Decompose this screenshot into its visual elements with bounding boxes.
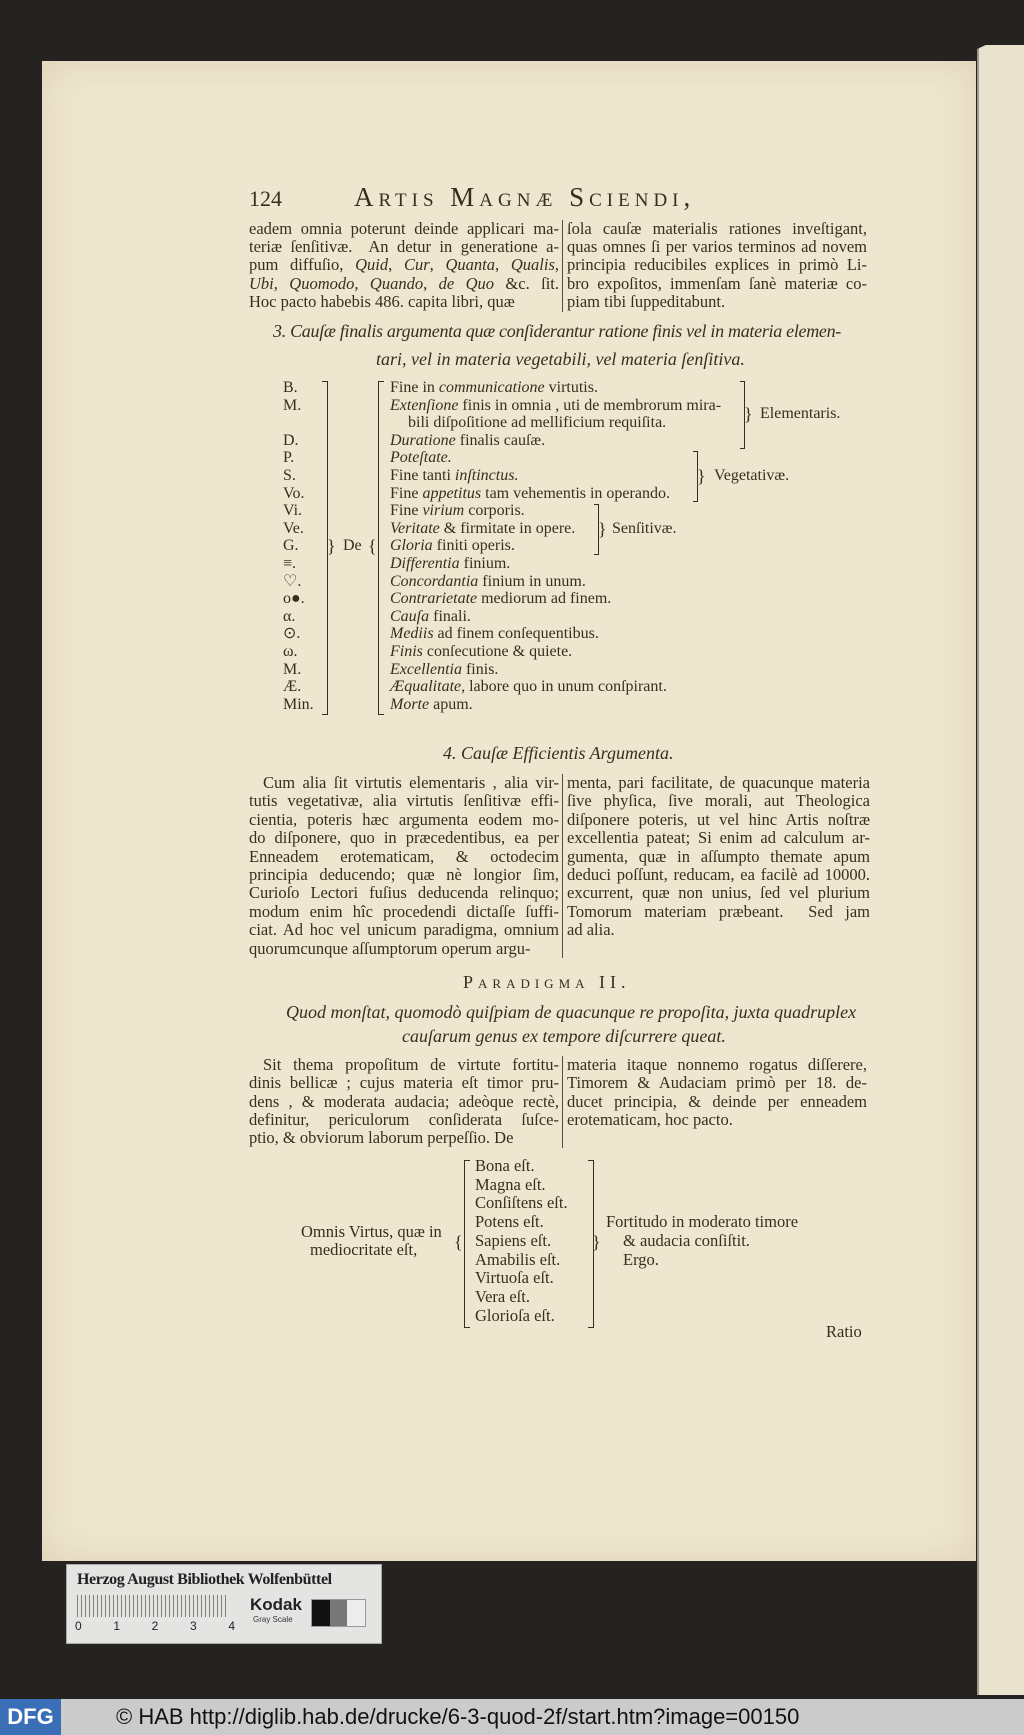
row-entry [390,590,611,608]
text-segment: cientia, poteris hæc argumenta eodem mo- [249,809,559,829]
text-segment: definitur, periculorum conſiderata ſuſce- [249,1109,559,1129]
entry-it: Differentia [390,555,460,572]
color-reference-strip [66,1564,382,1644]
text-line [249,293,559,311]
text-line [249,256,559,274]
text-line [567,275,867,293]
text-segment: , [554,255,560,275]
entry-it: Gloria [390,537,433,555]
text-segment: , [354,273,370,293]
text-segment: , [388,255,404,275]
text-line [567,774,870,792]
text-segment: excurrent, quæ non unius, ſed vel plurium [567,883,870,903]
library-name: Herzog August Bibliothek Wolfenbüttel [77,1571,332,1588]
syllogism-left-brace [464,1160,470,1328]
entry-it: communicatione [438,379,545,396]
brace-tip: } [592,1232,601,1252]
conclusion-line3: Ergo. [623,1250,659,1269]
entry-it: Excellentia [390,660,462,678]
entry-post: tam vehementis in operando. [481,484,670,502]
text-segment: , [495,255,511,275]
gray-scale-patches [311,1599,366,1627]
row-key: Vo. [283,484,305,502]
ruler [77,1595,227,1617]
text-segment: Quid [355,255,389,275]
row-entry [390,661,498,679]
group-bracket-tip: } [598,518,607,539]
text-line [249,811,559,829]
text-segment: eadem omnia poterunt deinde applicari ma- [249,219,559,238]
text-line [263,774,559,792]
text-segment: menta, pari facilitate, de quacunque materia [567,773,870,792]
syllogism-item: Potens eſt. [475,1212,544,1232]
row-entry [390,555,510,573]
dfg-logo[interactable]: DFG [0,1699,61,1735]
text-segment: dinis bellicæ ; cujus materia eſt timor pru- [249,1073,559,1093]
text-segment: ciat. Ad hoc vel unicum paradigma, omnium [249,920,559,940]
paradigma-title: Paradigma II. [463,972,631,992]
entry-it: virium [422,502,465,520]
row-entry [390,520,575,538]
text-segment: diſponere poteris, ut vel hinc Artis noſtræ [567,809,870,829]
entry-it: Extenſione [390,396,459,414]
row-key: ♡. [283,572,302,590]
text-segment: erotematicam, hoc pacto. [567,1109,733,1129]
text-segment: de Quo [438,273,495,293]
entry-post: corporis. [464,502,525,520]
row-key: G. [283,537,299,555]
row-entry [390,397,721,415]
text-segment: gumenta, quæ in aſſumpto themate apum [567,846,870,866]
text-line [249,1074,559,1092]
group-label-elementaris: Elementaris. [760,405,841,423]
text-line [567,1056,867,1074]
text-line [567,921,870,939]
syllogism-item: Conſiſtens eſt. [475,1193,568,1213]
text-line [249,1093,559,1111]
text-line [249,921,559,939]
entry-pre: bili diſpoſitione ad mellificium requiſita. [400,414,667,432]
entry-pre: Fine tanti [390,467,455,484]
ruler-label: 0 [75,1619,82,1633]
text-line [567,293,867,311]
row-key: Ve. [283,519,304,537]
ruler-label: 4 [228,1619,235,1633]
row-entry [390,502,525,520]
ruler-labels [75,1619,235,1633]
text-segment: ducet principia, & deinde per enneadem [567,1091,867,1111]
syllogism-item: Virtuoſa eſt. [475,1268,554,1288]
row-key: M. [283,396,302,414]
text-segment: ad alia. [567,920,615,940]
brace-tip: { [368,536,377,557]
entry-post: & firmitate in opere. [439,519,576,537]
text-line [567,903,870,921]
text-line [249,1129,559,1147]
row-entry [390,537,515,555]
group-label-sensitivae: Senſitivæ. [612,519,677,537]
text-segment: Tomorum materiam præbeant. Sed jam [567,901,870,921]
syllogism-item: Glorioſa eſt. [475,1305,555,1325]
row-key: o●. [283,590,305,608]
kodak-brand: Kodak [250,1595,302,1614]
text-line [567,1093,867,1111]
row-entry [390,449,452,467]
text-line [567,829,870,847]
column-divider [562,220,563,312]
text-segment: dens , & moderata audacia; adeòque rectè, [249,1091,559,1111]
entry-it: Cauſa [390,607,430,625]
text-line [249,866,559,884]
group-bracket-tip: } [744,404,753,425]
entry-post: mediorum ad finem. [477,590,612,608]
text-segment: Quomodo [289,273,355,293]
syllogism-item: Amabilis eſt. [475,1249,561,1269]
paradigma-subtitle-line1: Quod monſtat, quomodò quiſpiam de quacunque re propoſita, juxta quadruplex [286,1002,857,1022]
text-segment: &c. ſit. [494,273,559,293]
row-entry [390,625,599,643]
text-segment: Quanta [445,255,496,275]
entry-post: finiti operis. [432,537,515,555]
syllogism-item: Sapiens eſt. [475,1230,552,1250]
text-segment: piam tibi ſuppeditabunt. [567,291,726,311]
text-segment: Cum alia ſit virtutis elementaris , alia vir- [263,773,559,792]
row-key: B. [283,379,298,396]
text-segment: ſola cauſæ materialis rationes inveſtigant, [567,219,867,238]
entry-post: virtutis. [544,379,598,396]
entry-it: Contrarietate [390,590,478,608]
entry-post: finis in omnia , uti de membrorum mira- [458,396,722,414]
entry-pre: Fine [390,484,423,502]
text-line [249,275,559,293]
text-segment: quorumcunque aſſumptorum operum argu- [249,938,531,958]
connector-de: De [343,537,362,555]
row-key: Min. [283,695,314,713]
entry-post: finis. [461,660,499,678]
text-segment: principia deducendo; quæ nè longior ſim, [249,865,559,884]
text-line [249,829,559,847]
text-line [567,256,867,274]
text-line [249,220,559,238]
entry-post: ad finem conſequentibus. [433,625,599,643]
text-segment: Cur [403,255,430,275]
text-segment: quas omnes ſi per varios terminos ad novem [567,237,867,257]
entry-it: Mediis [390,625,434,643]
row-key: ω. [283,643,298,660]
text-segment: excellentia pateat; Si enim ad calculum ar- [567,828,870,848]
row-key: P. [283,449,295,467]
text-line [567,811,870,829]
paradigma-subtitle-line2: cauſarum genus ex tempore diſcurrere queat. [402,1026,726,1046]
text-segment: , [423,273,439,293]
brace-tip: { [454,1232,463,1252]
column-divider [562,774,563,958]
section-4-heading: 4. Cauſæ Efficientis Argumenta. [443,743,674,763]
row-entry [390,696,473,714]
group-bracket-tip: } [697,466,706,486]
entry-it: inſtinctus. [454,467,519,484]
text-line [567,866,870,884]
row-key: α. [283,607,296,625]
syllogism-item: Magna eſt. [475,1174,546,1194]
background-corner [975,0,1024,50]
gray-scale-label: Gray Scale [253,1615,293,1624]
conclusion-line2: & audacia conſiſtit. [623,1231,750,1250]
group-label-vegetativae: Vegetativæ. [714,467,790,484]
text-segment: , [429,255,446,275]
row-entry [390,678,667,696]
entry-it: Concordantia [390,572,479,590]
text-line [567,884,870,902]
text-segment: Timorem & Audaciam primò per 18. de- [567,1073,867,1093]
ruler-label: 3 [189,1619,197,1633]
entry-it: Finis [390,643,423,660]
facing-page-edge [977,45,1024,1695]
row-entry [390,467,518,485]
text-line [567,1074,867,1092]
row-entry [390,485,670,503]
text-segment: principia reducibiles explices in primò Li- [567,255,867,275]
ruler-label: 1 [113,1619,121,1633]
text-line [249,792,559,810]
entry-pre: Fine in [390,379,439,396]
text-segment: Curioſo Lectori fuſius deducenda relinquo; [249,883,559,903]
row-key: S. [283,467,296,484]
text-segment: teriæ ſenſitivæ. An detur in generatione a- [249,237,559,257]
entry-post: conſecutione & quiete. [422,643,573,660]
row-entry [390,432,545,450]
row-key: D. [283,431,299,449]
entry-it: Veritate [390,519,440,537]
text-segment: modum enim hîc procedendi dictaſſe ſuffi- [249,901,559,921]
entry-post: finium. [459,555,511,572]
text-line [249,903,559,921]
syllogism-premise-line1: Omnis Virtus, quæ in [301,1222,442,1241]
section-3-heading-line2: tari, vel in materia vegetabili, vel materia ſenſitiva. [376,349,745,369]
entry-post: labore quo in unum conſpirant. [465,678,667,696]
text-line [567,238,867,256]
text-segment: Sit thema propoſitum de virtute fortitu- [263,1055,559,1074]
page-number: 124 [249,186,282,211]
entry-post: finalis cauſæ. [455,431,546,449]
text-segment: Quando [369,273,424,293]
text-line [249,238,559,256]
text-segment: do diſponere, quo in præcedentibus, ea per [249,828,559,848]
text-segment: Ubi [249,273,274,293]
row-key: ⊙. [283,625,301,643]
text-line [263,1056,559,1074]
section-3-heading-line1: 3. Cauſæ finalis argumenta quæ conſiderantur ratione finis vel in materia elemen- [273,321,841,341]
footer-bar [0,1699,1024,1735]
syllogism-premise-line2: mediocritate eſt, [310,1240,418,1259]
entry-it: Duratione [390,431,456,449]
entry-it: Poteſtate. [390,449,452,467]
copyright-link[interactable]: © HAB http://diglib.hab.de/drucke/6-3-quod-2f/start.htm?image=00150 [116,1704,800,1729]
catchword: Ratio [826,1322,862,1341]
running-title: Artis Magnæ Sciendi, [354,182,696,212]
text-line [567,1111,867,1129]
text-segment: deduci poſſunt, reducam, ea facilè ad 10000. [567,865,870,884]
text-segment: Qualis [510,255,555,275]
row-key: Vi. [283,502,303,520]
text-segment: tutis vegetativæ, alia virtutis ſenſitivæ effi- [249,791,559,811]
text-line [567,848,870,866]
syllogism-item: Bona eſt. [475,1156,535,1175]
text-segment: ſive phyſica, ſive morali, aut Theologica [567,791,870,811]
entry-it: appetitus [422,484,482,502]
ruler-label: 2 [151,1619,159,1633]
entry-post: finium in unum. [478,572,586,590]
entry-post: finali. [429,607,471,625]
bracket-tip: } [327,536,336,557]
text-line [249,884,559,902]
text-segment: ptio, & obviorum laborum perpeſſio. De [249,1128,514,1148]
row-entry [390,643,572,661]
text-segment: Enneadem erotematicam, & octodecim [249,846,559,866]
entry-it: Morte [390,695,430,713]
row-entry [390,573,586,591]
entry-post: apum. [429,695,473,713]
text-line [249,940,559,958]
conclusion-line1: Fortitudo in moderato timore [606,1212,799,1231]
row-entry [390,608,471,626]
row-entry [400,414,666,432]
entries-brace [378,381,384,715]
text-segment: Hoc pacto habebis 486. capita libri, quæ [249,291,515,311]
row-entry [390,379,598,397]
text-line [567,792,870,810]
row-key: Æ. [283,678,302,696]
text-segment: pum diffuſio, [249,255,356,275]
row-key: M. [283,660,302,678]
text-line [249,1111,559,1129]
text-line [249,848,559,866]
entry-it: Æqualitate, [390,678,466,696]
text-segment: , [273,273,290,293]
text-segment: bro expoſitos, immenſam ſanè materiæ co- [567,273,867,293]
text-segment: materia itaque nonnemo rogatus diſſerere, [567,1055,867,1074]
text-line [567,220,867,238]
entry-pre: Fine [390,502,423,520]
row-key: ≡. [283,555,297,572]
syllogism-item: Vera eſt. [475,1286,530,1306]
column-divider [562,1056,563,1148]
